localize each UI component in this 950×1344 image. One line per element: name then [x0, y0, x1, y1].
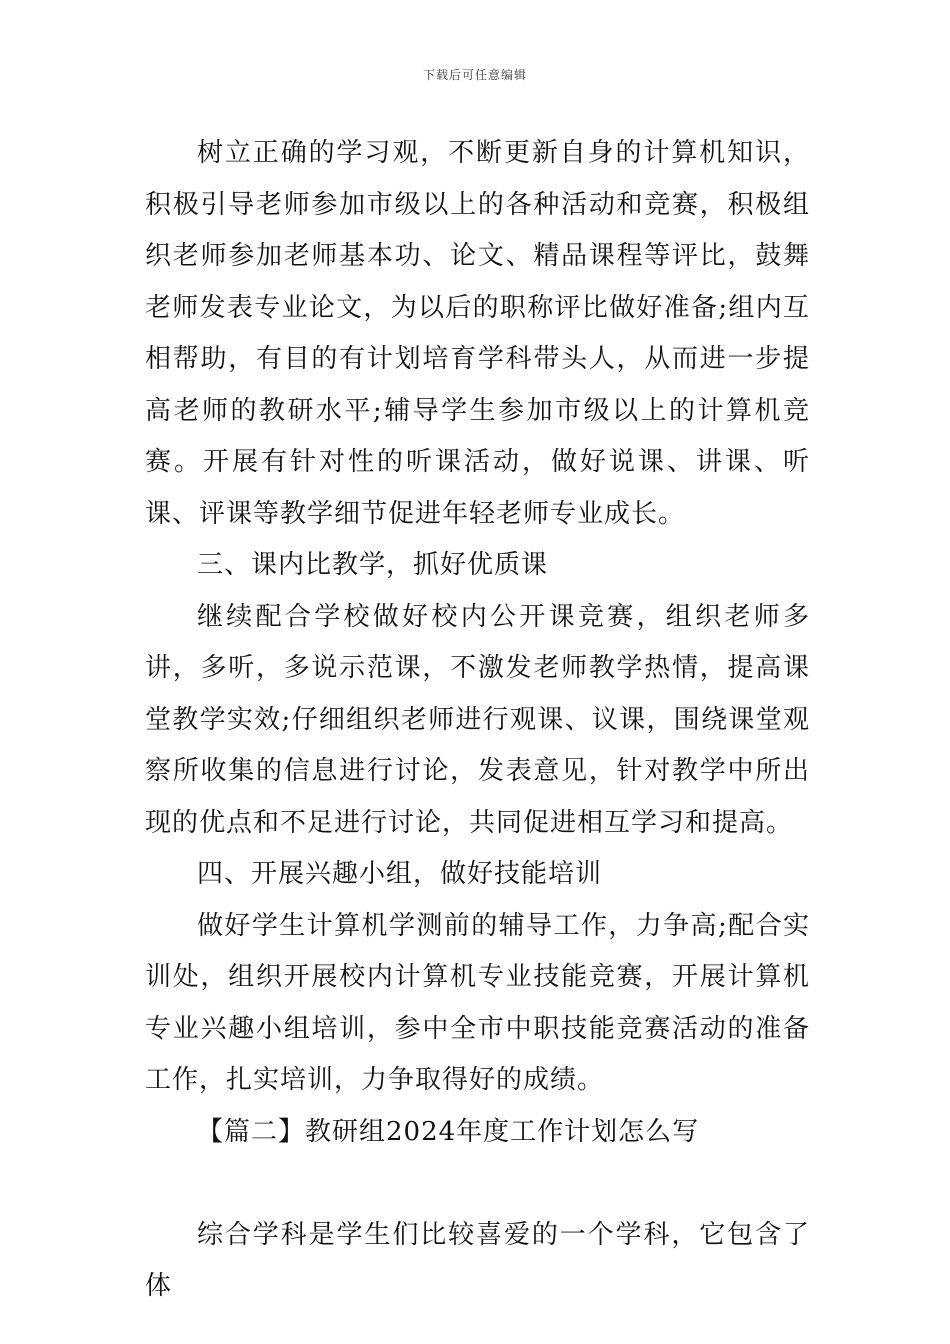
paragraph-skills-training: 做好学生计算机学测前的辅导工作，力争高;配合实训处，组织开展校内计算机专业技能竞赛，开展计算机专业兴趣小组培训，参中全市中职技能竞赛活动的准备工作，扎实培训，力争取得好的成绩。: [145, 910, 810, 1095]
paragraph-open-classes: 继续配合学校做好校内公开课竞赛，组织老师多讲，多听，多说示范课，不激发老师教学热情，提高课堂教学实效;仔细组织老师进行观课、议课，围绕课堂观察所收集的信息进行讨论，发表意见，针对教学中所出现的优点和不足进行讨论，共同促进相互学习和提高。: [145, 601, 810, 838]
section-heading-4: 四、开展兴趣小组，做好技能培训: [197, 859, 603, 889]
paragraph-comprehensive-subject: 综合学科是学生们比较喜爱的一个学科，它包含了体: [145, 1219, 810, 1301]
document-body: [145, 128, 810, 1313]
blank-line: [145, 1158, 810, 1210]
page-header-note: 下载后可任意编辑: [422, 68, 527, 82]
part-two-title: 【篇二】教研组2024年度工作计划怎么写: [197, 1116, 700, 1147]
paragraph-study-outlook: 树立正确的学习观，不断更新自身的计算机知识，积极引导老师参加市级以上的各种活动和竞赛，积极组织老师参加老师基本功、论文、精品课程等评比，鼓舞老师发表专业论文，为以后的职称评比做好准备;组内互相帮助，有目的有计划培育学科带头人，从而进一步提高老师的教研水平;辅导学生参加市级以上的计算机竞赛。开展有针对性的听课活动，做好说课、讲课、听课、评课等教学细节促进年轻老师专业成长。: [145, 138, 810, 529]
section-heading-3: 三、课内比教学，抓好优质课: [197, 550, 549, 580]
